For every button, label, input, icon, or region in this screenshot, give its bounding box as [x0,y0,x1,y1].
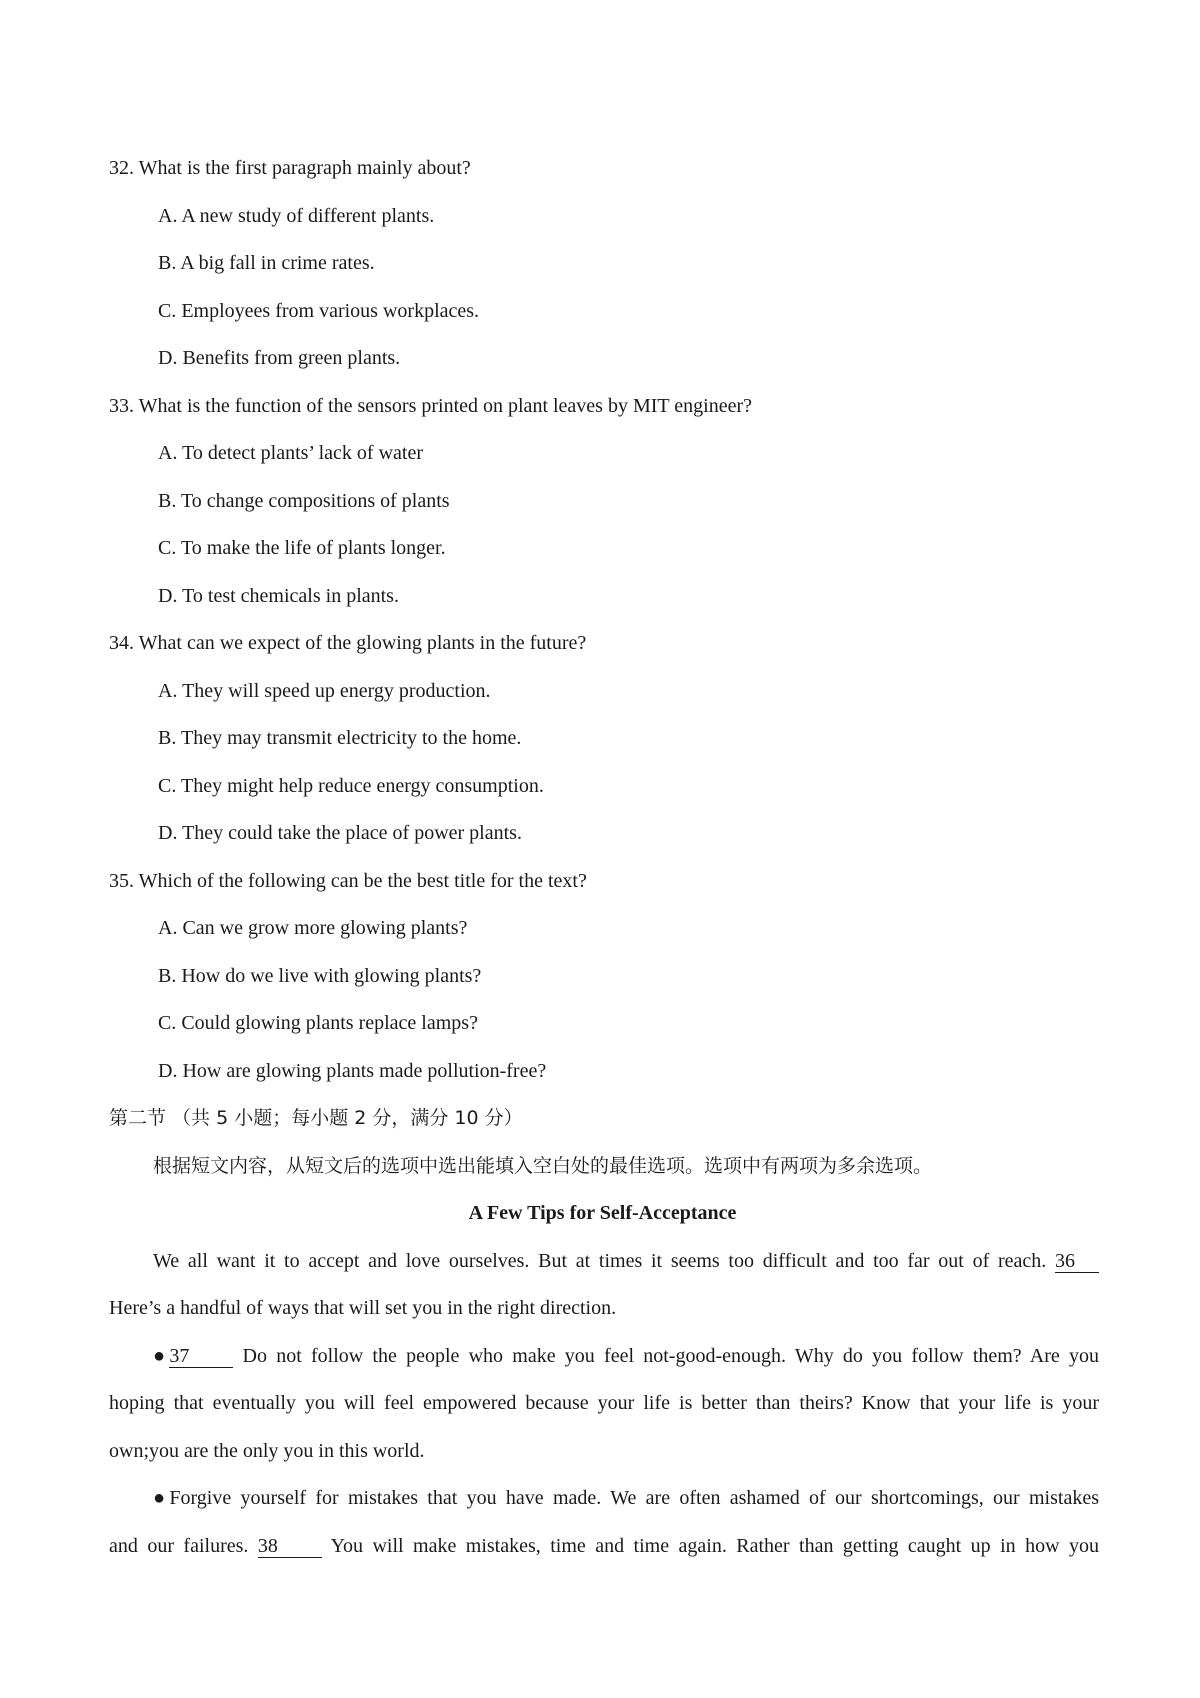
question-33-option-b: B. To change compositions of plants [158,490,450,512]
question-35-stem: 35. Which of the following can be the best title for the text? [109,870,587,892]
question-34-option-b: B. They may transmit electricity to the home. [158,727,522,749]
paragraph-2-line-1 [153,1343,1099,1369]
paragraph-1-text: We all want it to accept and love ourselves. But at times it seems too difficult and too far out of reach. [153,1250,1047,1272]
paragraph-3-text-b: You will make mistakes, time and time again. Rather than getting caught up in how you [330,1535,1100,1557]
section-two-instruction: 根据短文内容，从短文后的选项中选出能填入空白处的最佳选项。选项中有两项为多余选项。 [153,1155,933,1177]
passage-title: A Few Tips for Self-Acceptance [468,1202,737,1224]
blank-37: 37 [169,1345,233,1368]
question-33-stem: 33. What is the function of the sensors printed on plant leaves by MIT engineer? [109,395,752,417]
question-32-option-a: A. A new study of different plants. [158,205,435,227]
question-33-option-c: C. To make the life of plants longer. [158,537,446,559]
bullet: ● [153,1345,170,1367]
paragraph-2-text: Do not follow the people who make you feel not-good-enough. Why do you follow them? Are you [242,1345,1100,1367]
question-34-option-d: D. They could take the place of power plants. [158,822,522,844]
question-34-option-a: A. They will speed up energy production. [158,680,491,702]
question-35-option-b: B. How do we live with glowing plants? [158,965,482,987]
paragraph-3-line-2 [109,1533,1099,1559]
question-32-option-d: D. Benefits from green plants. [158,347,401,369]
paragraph-3-text-a: and our failures. [109,1535,249,1557]
paragraph-1-line-2: Here’s a handful of ways that will set you in the right direction. [109,1297,617,1319]
question-32-option-c: C. Employees from various workplaces. [158,300,480,322]
question-35-option-a: A. Can we grow more glowing plants? [158,917,468,939]
paragraph-1-line-1 [153,1248,1099,1274]
question-32-stem: 32. What is the first paragraph mainly about? [109,157,471,179]
blank-38: 38 [258,1535,322,1558]
question-33-option-a: A. To detect plants’ lack of water [158,442,423,464]
section-two-heading: 第二节 （共 5 小题；每小题 2 分，满分 10 分） [109,1107,523,1129]
question-33-option-d: D. To test chemicals in plants. [158,585,399,607]
blank-36: 36 [1055,1250,1099,1273]
question-35-option-d: D. How are glowing plants made pollution-free? [158,1060,547,1082]
question-34-option-c: C. They might help reduce energy consumption. [158,775,544,797]
question-34-stem: 34. What can we expect of the glowing plants in the future? [109,632,587,654]
paragraph-2-line-2: hoping that eventually you will feel empowered because your life is better than theirs? Know that your life is your [109,1392,1099,1414]
question-32-option-b: B. A big fall in crime rates. [158,252,375,274]
paragraph-2-line-3: own;you are the only you in this world. [109,1440,425,1462]
question-35-option-c: C. Could glowing plants replace lamps? [158,1012,478,1034]
paragraph-3-line-1: ●Forgive yourself for mistakes that you have made. We are often ashamed of our shortcomings, our mistakes [153,1487,1099,1509]
